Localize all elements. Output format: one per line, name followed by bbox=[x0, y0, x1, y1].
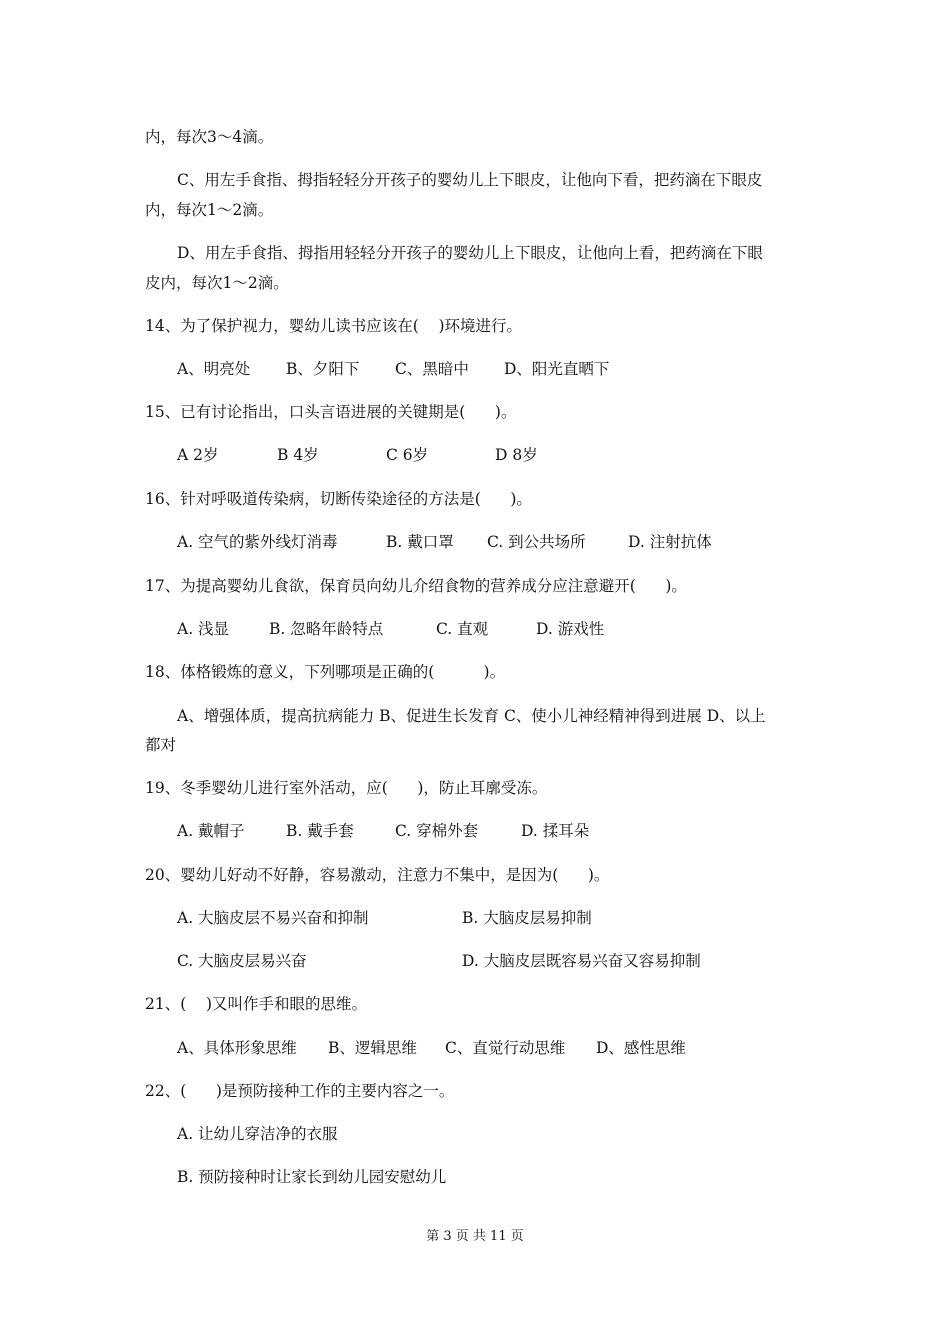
answer-option: B、夕阳下 bbox=[286, 360, 360, 378]
question-stem: 22、( )是预防接种工作的主要内容之一。 bbox=[145, 1082, 455, 1100]
answer-option: B. 忽略年龄特点 bbox=[269, 620, 384, 638]
answer-option: C. 到公共场所 bbox=[487, 533, 586, 551]
answer-option: D、感性思维 bbox=[596, 1039, 686, 1057]
answer-option: D、阳光直晒下 bbox=[504, 360, 610, 378]
page-footer: 第 3 页 共 11 页 bbox=[426, 1229, 524, 1244]
answer-option: A. 浅显 bbox=[177, 620, 230, 638]
answer-option: A、明亮处 bbox=[177, 360, 251, 378]
answer-option: D. 注射抗体 bbox=[628, 533, 712, 551]
text-line: D、用左手食指、拇指用轻轻分开孩子的婴幼儿上下眼皮，让他向上看，把药滴在下眼 bbox=[177, 244, 763, 262]
question-stem: 20、婴幼儿好动不好静，容易激动，注意力不集中，是因为( )。 bbox=[145, 866, 610, 884]
answer-option: A、增强体质，提高抗病能力 B、促进生长发育 C、使小儿神经精神得到进展 D、以上 bbox=[177, 707, 766, 725]
answer-option: A、具体形象思维 bbox=[177, 1039, 297, 1057]
question-stem: 14、为了保护视力，婴幼儿读书应该在( )环境进行。 bbox=[145, 317, 523, 335]
text-line: C、用左手食指、拇指轻轻分开孩子的婴幼儿上下眼皮，让他向下看，把药滴在下眼皮 bbox=[177, 171, 763, 189]
answer-option: C. 穿棉外套 bbox=[395, 822, 479, 840]
answer-option: C 6岁 bbox=[386, 446, 429, 464]
text-line: 内，每次3～4滴。 bbox=[145, 128, 274, 146]
text-line: 内，每次1～2滴。 bbox=[145, 201, 274, 219]
question-stem: 16、针对呼吸道传染病，切断传染途径的方法是( )。 bbox=[145, 490, 532, 508]
answer-option: B、逻辑思维 bbox=[328, 1039, 417, 1057]
answer-option: B. 戴口罩 bbox=[386, 533, 454, 551]
answer-option: B 4岁 bbox=[277, 446, 319, 464]
question-stem: 19、冬季婴幼儿进行室外活动，应( )，防止耳廓受冻。 bbox=[145, 779, 548, 797]
answer-option: B. 大脑皮层易抑制 bbox=[462, 909, 592, 927]
answer-option: B. 戴手套 bbox=[286, 822, 354, 840]
answer-option: C、黑暗中 bbox=[395, 360, 469, 378]
answer-option: D. 揉耳朵 bbox=[521, 822, 590, 840]
question-stem: 17、为提高婴幼儿食欲，保育员向幼儿介绍食物的营养成分应注意避开( )。 bbox=[145, 577, 687, 595]
answer-option: D. 游戏性 bbox=[536, 620, 605, 638]
answer-option: D 8岁 bbox=[495, 446, 538, 464]
answer-option: A. 让幼儿穿洁净的衣服 bbox=[177, 1125, 338, 1143]
answer-option: A 2岁 bbox=[177, 446, 219, 464]
answer-option: D. 大脑皮层既容易兴奋又容易抑制 bbox=[462, 952, 701, 970]
question-stem: 15、已有讨论指出，口头言语进展的关键期是( )。 bbox=[145, 403, 517, 421]
answer-option: C、直觉行动思维 bbox=[445, 1039, 566, 1057]
text-line: 皮内，每次1～2滴。 bbox=[145, 274, 289, 292]
answer-option: A. 空气的紫外线灯消毒 bbox=[177, 533, 338, 551]
question-stem: 21、( )又叫作手和眼的思维。 bbox=[145, 995, 368, 1013]
question-stem: 18、体格锻炼的意义，下列哪项是正确的( )。 bbox=[145, 663, 506, 681]
answer-option: 都对 bbox=[145, 736, 177, 754]
answer-option: C. 直观 bbox=[436, 620, 489, 638]
answer-option: C. 大脑皮层易兴奋 bbox=[177, 952, 307, 970]
answer-option: B. 预防接种时让家长到幼儿园安慰幼儿 bbox=[177, 1168, 447, 1186]
answer-option: A. 戴帽子 bbox=[177, 822, 245, 840]
answer-option: A. 大脑皮层不易兴奋和抑制 bbox=[177, 909, 369, 927]
